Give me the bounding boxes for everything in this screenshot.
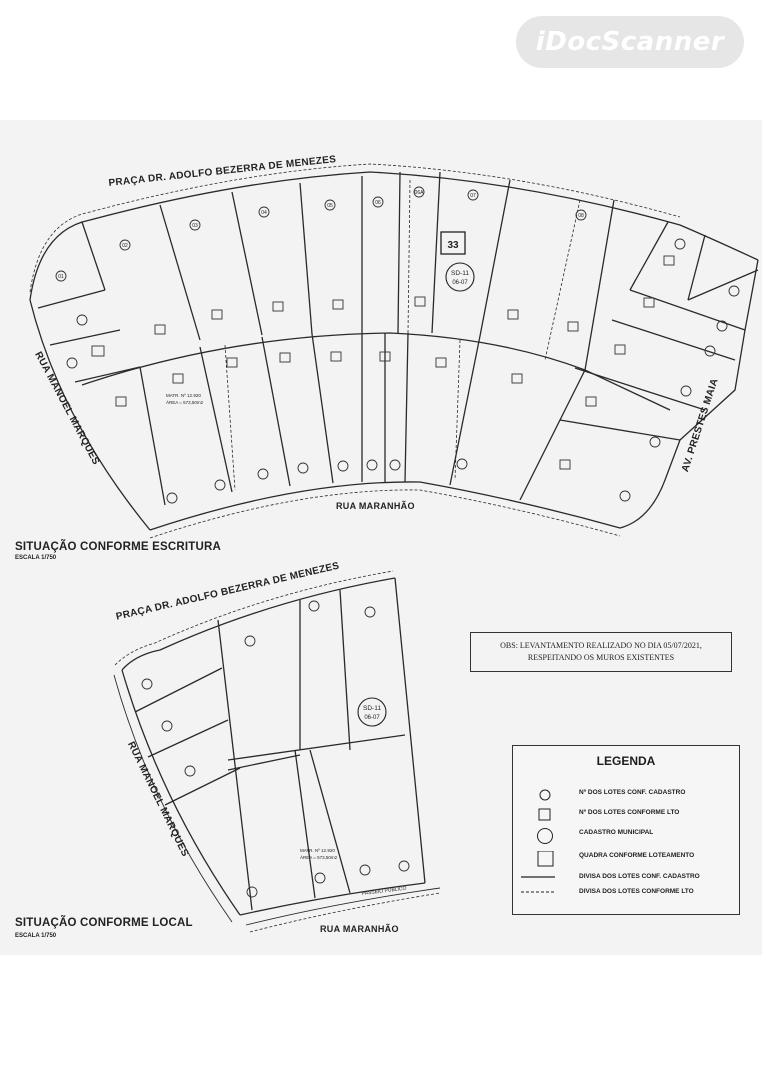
obs-line-2: RESPEITANDO OS MUROS EXISTENTES <box>527 653 675 662</box>
lot-label: 01 <box>58 274 64 280</box>
legend-row <box>521 885 735 901</box>
obs-note <box>470 632 732 672</box>
bottom-cadastro-line1: SD-11 <box>363 705 381 712</box>
bottom-cadastro-line2: 06-07 <box>364 715 380 721</box>
top-street-praca: PRAÇA DR. ADOLFO BEZERRA DE MENEZES <box>108 154 337 189</box>
legend-label: Nº DOS LOTES CONF. CADASTRO <box>579 789 686 796</box>
bottom-caption: SITUAÇÃO CONFORME LOCAL <box>15 917 193 929</box>
top-scale: ESCALA 1/750 <box>15 555 57 561</box>
small-square-icon <box>535 808 555 822</box>
bottom-street-maranhao: RUA MARANHÃO <box>320 924 399 934</box>
lot-label: 07 <box>470 193 476 199</box>
lot-label: 05 <box>327 203 333 209</box>
watermark-logo: iDocScanner <box>516 16 744 68</box>
top-street-prestes-maia: AV. PRESTES MAIA <box>680 377 721 474</box>
area-text: ÁREA = 573,50m2 <box>166 400 204 405</box>
cadastro-line2: 06-07 <box>452 280 468 286</box>
legend-label: DIVISA DOS LOTES CONFORME LTO <box>579 888 694 895</box>
top-street-manoel-marques: RUA MANOEL MARQUES <box>32 350 102 467</box>
legend-row <box>521 806 735 822</box>
top-street-maranhao: RUA MARANHÃO <box>336 501 415 511</box>
legend-row <box>521 786 735 802</box>
legend-row <box>521 870 735 886</box>
lot-label: 03 <box>192 223 198 229</box>
bottom-block-top-edge <box>122 578 395 670</box>
cadastro-line1: SD-11 <box>451 270 469 277</box>
solid-line-icon <box>521 872 555 882</box>
small-circle-icon <box>535 788 555 802</box>
legend-label: QUADRA CONFORME LOTEAMENTO <box>579 852 695 859</box>
lot-label: 02 <box>122 243 128 249</box>
legend-box <box>512 745 740 915</box>
bottom-cadastro-circle <box>358 698 386 726</box>
bottom-street-praca: PRAÇA DR. ADOLFO BEZERRA DE MENEZES <box>115 560 341 623</box>
legend-title: LEGENDA <box>596 754 656 768</box>
legend-label: DIVISA DOS LOTES CONF. CADASTRO <box>579 873 700 880</box>
large-circle-icon <box>535 828 557 846</box>
legend-row <box>521 849 735 865</box>
lot-label: 06A <box>414 190 424 196</box>
large-square-icon <box>535 851 557 869</box>
quadra-number: 33 <box>447 240 459 251</box>
bottom-block-right-edge <box>395 578 425 883</box>
bottom-scale: ESCALA 1/750 <box>15 933 57 939</box>
dashed-line-icon <box>521 887 555 897</box>
bottom-street-manoel-marques: RUA MANOEL MARQUES <box>125 740 191 859</box>
legend-label: CADASTRO MUNICIPAL <box>579 829 654 836</box>
obs-line-1: OBS: LEVANTAMENTO REALIZADO NO DIA 05/07/2021, <box>500 641 702 650</box>
bottom-matricula-text: MATR. Nº 12.920 <box>300 848 335 853</box>
bottom-area-text: ÁREA = 573,50m2 <box>300 855 338 860</box>
legend-row <box>521 826 735 842</box>
passeio-publico: PASSEIO PÚBLICO <box>361 885 407 897</box>
lot-label: 04 <box>261 210 267 216</box>
top-caption: SITUAÇÃO CONFORME ESCRITURA <box>15 541 222 553</box>
lot-label: 08 <box>578 213 584 219</box>
legend-label: Nº DOS LOTES CONFORME LTO <box>579 809 680 816</box>
bottom-block-left-edge <box>122 670 240 915</box>
lot-label: 06 <box>375 200 381 206</box>
matricula-text: MATR. Nº 12.920 <box>166 393 201 398</box>
